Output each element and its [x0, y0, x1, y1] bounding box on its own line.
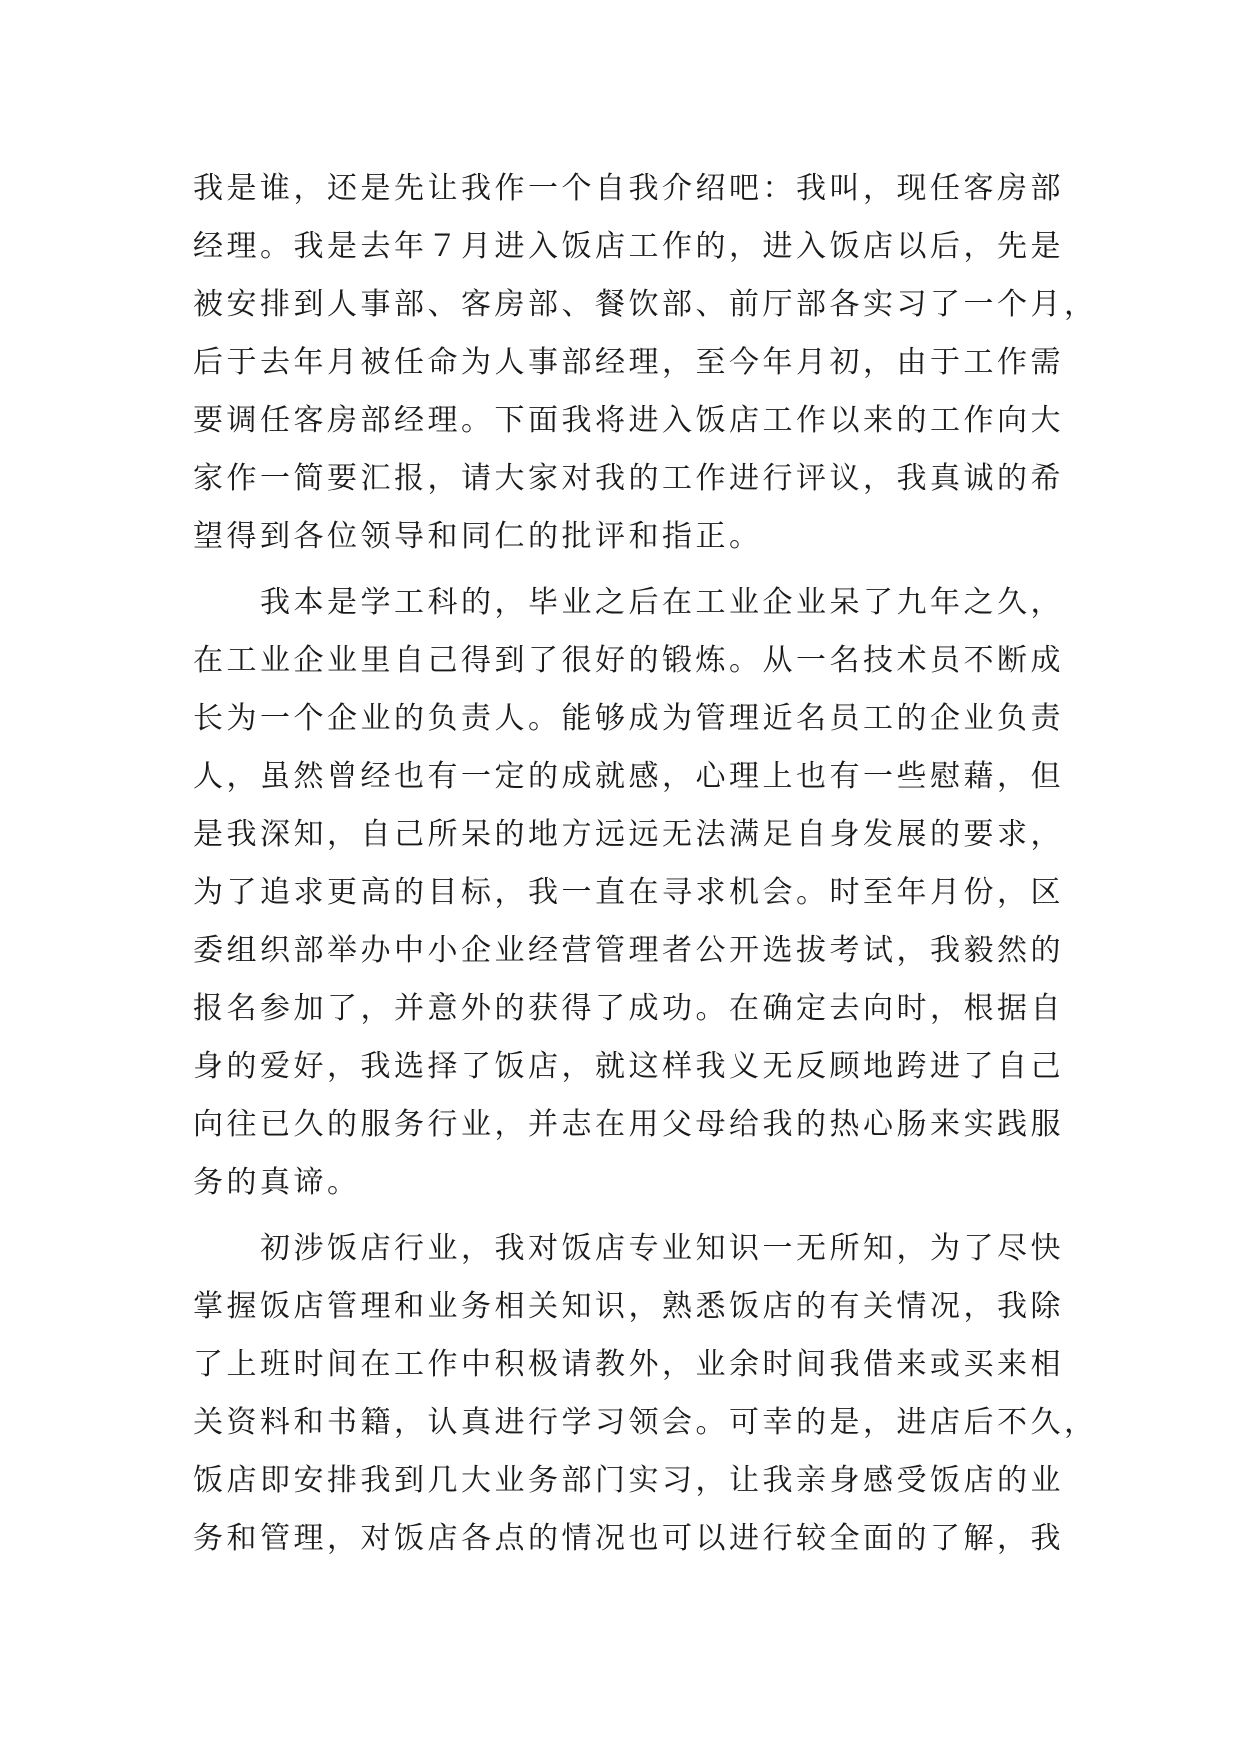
- text-line: 人，虽然曾经也有一定的成就感，心理上也有一些慰藉，但: [193, 759, 1064, 794]
- text-line: 向往已久的服务行业，并志在用父母给我的热心肠来实践服: [193, 1107, 1064, 1142]
- text-line: 是我深知，自己所呆的地方远远无法满足自身发展的要求，: [193, 817, 1064, 852]
- text-line: 望得到各位领导和同仁的批评和指正。: [193, 519, 763, 554]
- text-line: 我本是学工科的，毕业之后在工业企业呆了九年之久，: [193, 585, 1064, 620]
- text-line: 掌握饭店管理和业务相关知识，熟悉饭店的有关情况，我除: [193, 1289, 1064, 1324]
- text-line: 了上班时间在工作中积极请教外，业余时间我借来或买来相: [193, 1347, 1064, 1382]
- paragraph-spacer: [193, 566, 1055, 574]
- paragraph-1: [193, 160, 1098, 566]
- text-line: 我是谁，还是先让我作一个自我介绍吧：我叫，现任客房部: [193, 171, 1064, 206]
- text-line: 家作一简要汇报，请大家对我的工作进行评议，我真诚的希: [193, 461, 1064, 496]
- paragraph-3: [193, 1220, 1098, 1568]
- text-line: 委组织部举办中小企业经营管理者公开选拔考试，我毅然的: [193, 933, 1064, 968]
- text-line: 后于去年月被任命为人事部经理，至今年月初，由于工作需: [193, 345, 1064, 380]
- paragraph-spacer: [193, 1212, 1055, 1220]
- text-line: 被安排到人事部、客房部、餐饮部、前厅部各实习了一个月，: [193, 287, 1098, 322]
- text-line: 报名参加了，并意外的获得了成功。在确定去向时，根据自: [193, 991, 1064, 1026]
- text-line: 经理。我是去年７月进入饭店工作的，进入饭店以后，先是: [193, 229, 1064, 264]
- text-line: 在工业企业里自己得到了很好的锻炼。从一名技术员不断成: [193, 643, 1064, 678]
- document-body: [193, 160, 1098, 1568]
- text-line: 关资料和书籍，认真进行学习领会。可幸的是，进店后不久，: [193, 1405, 1098, 1440]
- text-line: 务的真谛。: [193, 1165, 361, 1200]
- paragraph-2: [193, 574, 1064, 1212]
- text-line: 要调任客房部经理。下面我将进入饭店工作以来的工作向大: [193, 403, 1064, 438]
- text-line: 为了追求更高的目标，我一直在寻求机会。时至年月份，区: [193, 875, 1064, 910]
- text-line: 初涉饭店行业，我对饭店专业知识一无所知，为了尽快: [193, 1231, 1064, 1266]
- text-line: 饭店即安排我到几大业务部门实习，让我亲身感受饭店的业: [193, 1463, 1064, 1498]
- text-line: 身的爱好，我选择了饭店，就这样我义无反顾地跨进了自己: [193, 1049, 1064, 1084]
- text-line: 务和管理，对饭店各点的情况也可以进行较全面的了解，我: [193, 1521, 1064, 1556]
- text-line: 长为一个企业的负责人。能够成为管理近名员工的企业负责: [193, 701, 1064, 736]
